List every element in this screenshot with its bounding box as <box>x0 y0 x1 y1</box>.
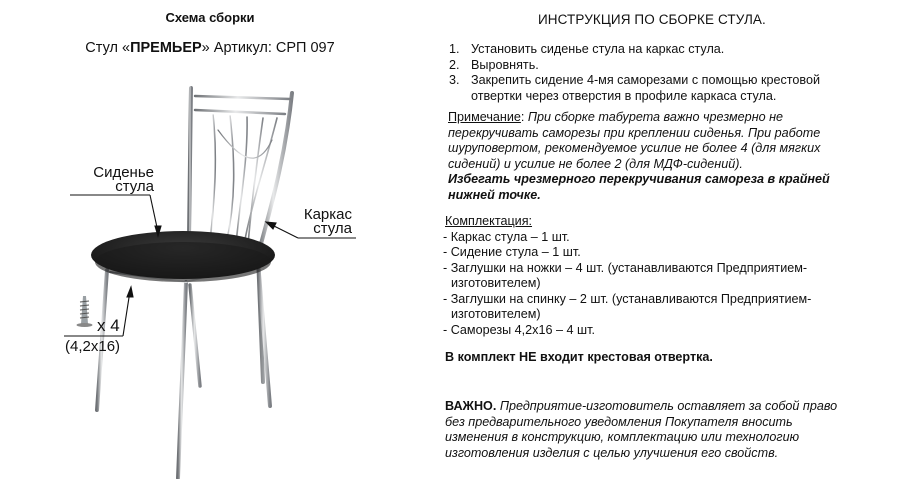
screw-size: (4,2x16) <box>65 338 121 355</box>
note-colon: : <box>520 110 528 124</box>
product-article: Артикул: СРП 097 <box>209 40 335 56</box>
step-number: 2. <box>449 57 460 72</box>
kit-block <box>443 214 883 338</box>
note-warning: Избегать чрезмерного перекручивания самореза в крайней <box>448 172 830 186</box>
step-number: 3. <box>449 73 460 87</box>
important-block <box>445 399 885 461</box>
kit-item-cont: изготовителем) <box>451 276 541 290</box>
frame-label <box>290 208 352 236</box>
screw-count: x 4 <box>97 316 120 335</box>
step-number: 1. <box>449 42 460 56</box>
important-text: изменения в конструкцию, комплектацию или технологию <box>445 430 800 444</box>
product-name: ПРЕМЬЕР <box>130 40 202 56</box>
note-block <box>448 110 868 203</box>
frame-label-line2: стула <box>313 220 352 237</box>
note-label: Примечание <box>448 110 521 124</box>
note-warning: нижней точке. <box>448 187 541 202</box>
step-item <box>449 58 879 74</box>
important-text: Предприятие-изготовитель оставляет за собой право <box>496 399 838 413</box>
note-text: перекручивать саморезы при креплении сиденья. При работе <box>448 125 821 140</box>
screw-icon <box>77 296 93 327</box>
chair-diagram <box>0 0 420 479</box>
kit-item: - Сидение стула – 1 шт. <box>443 245 581 259</box>
chair-frame <box>97 88 292 478</box>
product-suffix: » <box>201 40 210 56</box>
important-label: ВАЖНО. <box>445 399 497 413</box>
note-text: сидений) и усилие не более 2 (для МДФ-сидений). <box>448 156 743 171</box>
important-text: без предварительного уведомления Покупателя вносить <box>445 414 793 429</box>
kit-heading: Комплектация: <box>445 214 533 228</box>
step-text: Выровнять. <box>471 57 539 72</box>
scheme-title: Схема сборки <box>165 10 255 25</box>
step-item <box>449 42 879 58</box>
important-text: изготовления изделия с целью улучшения его свойств. <box>445 445 779 460</box>
product-prefix: Стул « <box>85 40 131 56</box>
kit-item-cont: изготовителем) <box>451 307 541 321</box>
note-text: шуруповертом, рекомендуемое усилие не более 4 (для мягких <box>448 141 821 155</box>
kit-item: - Заглушки на ножки – 4 шт. (устанавливаются Предприятием- <box>443 260 808 275</box>
no-tool-notice: В комплект НЕ входит крестовая отвертка. <box>445 350 713 364</box>
seat-label <box>78 166 154 194</box>
kit-item: - Саморезы 4,2х16 – 4 шт. <box>443 322 595 337</box>
note-text: При сборке табурета важно чрезмерно не <box>527 110 784 124</box>
steps-list <box>449 42 879 104</box>
step-text: Закрепить сидение 4-мя саморезами с помощью крестовой <box>471 73 821 87</box>
kit-item: - Заглушки на спинку – 2 шт. (устанавливаются Предприятием- <box>443 291 812 306</box>
step-item <box>449 73 879 104</box>
seat-label-line2: стула <box>115 178 154 195</box>
step-text: Установить сиденье стула на каркас стула. <box>471 42 725 56</box>
seat-label-line1: Сиденье <box>93 164 154 181</box>
step-text-cont: отвертки через отверстия в профиле каркаса стула. <box>471 88 777 103</box>
kit-item: - Каркас стула – 1 шт. <box>443 229 570 244</box>
frame-label-line1: Каркас <box>303 206 352 223</box>
instructions-title: ИНСТРУКЦИЯ ПО СБОРКЕ СТУЛА. <box>538 12 766 27</box>
